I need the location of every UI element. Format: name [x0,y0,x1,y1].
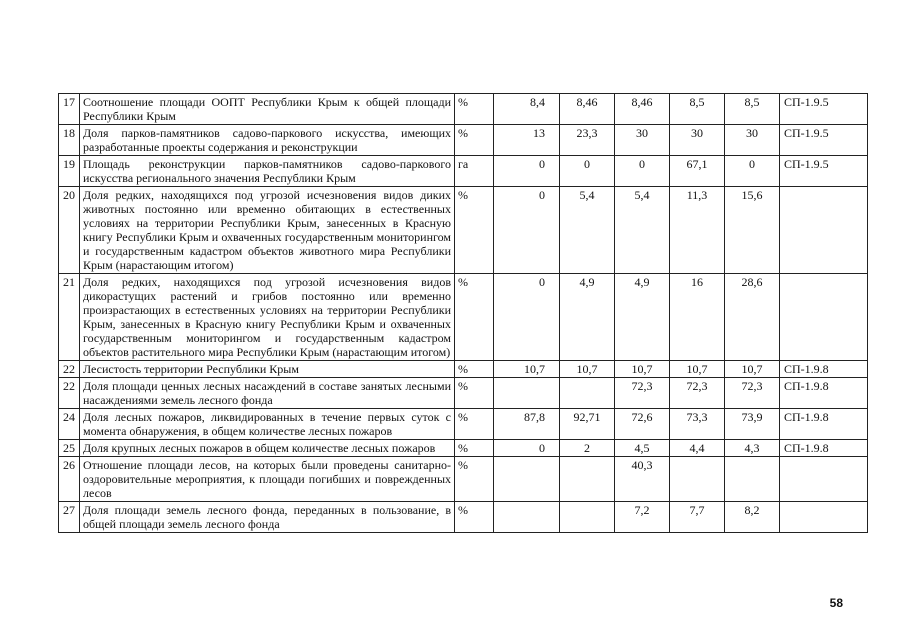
unit-cell: % [455,409,494,440]
unit-cell: % [455,274,494,361]
value-cell: 72,3 [670,378,725,409]
value-cell [725,457,780,502]
indicator-name: Площадь реконструкции парков-памятников садово-паркового искусства регионального значения Республики Крым [80,156,455,187]
value-cell: 92,71 [560,409,615,440]
value-cell: 2 [560,440,615,457]
value-cell [560,378,615,409]
value-cell [494,457,560,502]
value-cell: 30 [725,125,780,156]
value-cell: 67,1 [670,156,725,187]
value-cell: 4,5 [615,440,670,457]
table-row [59,125,868,156]
reference-cell: СП-1.9.8 [780,440,868,457]
indicator-name: Отношение площади лесов, на которых были проведены санитарно-оздоровительные мероприятия, к площади погибших и поврежденных лесов [80,457,455,502]
value-cell: 0 [494,440,560,457]
row-number: 19 [59,156,80,187]
value-cell: 8,5 [725,94,780,125]
value-cell: 8,5 [670,94,725,125]
row-number: 24 [59,409,80,440]
value-cell: 87,8 [494,409,560,440]
reference-cell [780,502,868,533]
value-cell: 0 [615,156,670,187]
table-row [59,502,868,533]
indicator-name: Доля лесных пожаров, ликвидированных в течение первых суток с момента обнаружения, в общем количестве лесных пожаров [80,409,455,440]
row-number: 21 [59,274,80,361]
reference-cell [780,187,868,274]
value-cell: 30 [670,125,725,156]
value-cell: 73,9 [725,409,780,440]
value-cell: 4,3 [725,440,780,457]
value-cell: 73,3 [670,409,725,440]
value-cell: 15,6 [725,187,780,274]
value-cell [494,378,560,409]
reference-cell [780,457,868,502]
table-row [59,378,868,409]
unit-cell: % [455,457,494,502]
value-cell: 72,3 [725,378,780,409]
row-number: 25 [59,440,80,457]
indicator-name: Доля парков-памятников садово-паркового искусства, имеющих разработанные проекты содержания и реконструкции [80,125,455,156]
value-cell: 5,4 [560,187,615,274]
row-number: 22 [59,378,80,409]
page-number: 58 [829,596,843,610]
indicator-name: Доля редких, находящихся под угрозой исчезновения видов диких животных постоянно или временно обитающих в естественных условиях на территории Республики Крым, занесенных в Красную книгу Республики Крым и охваченных государственным мониторингом и государственным кадастром объектов животного мира Республики Крым (нарастающим итогом) [80,187,455,274]
indicator-name: Доля редких, находящихся под угрозой исчезновения видов дикорастущих растений и грибов постоянно или временно произрастающих в естественных условиях на территории Республики Крым, занесенных в Красную книгу Республики Крым и охваченных государственным мониторингом и государственным кадастром объектов растительного мира Республики Крым (нарастающим итогом) [80,274,455,361]
value-cell: 0 [494,156,560,187]
value-cell: 7,2 [615,502,670,533]
value-cell: 8,46 [615,94,670,125]
value-cell: 4,9 [615,274,670,361]
value-cell: 11,3 [670,187,725,274]
value-cell: 0 [725,156,780,187]
indicator-name: Доля площади земель лесного фонда, переданных в пользование, в общей площади земель лесного фонда [80,502,455,533]
reference-cell: СП-1.9.8 [780,378,868,409]
table-row [59,409,868,440]
reference-cell: СП-1.9.8 [780,361,868,378]
value-cell: 40,3 [615,457,670,502]
indicator-name: Лесистость территории Республики Крым [80,361,455,378]
value-cell: 10,7 [560,361,615,378]
indicator-name: Доля крупных лесных пожаров в общем количестве лесных пожаров [80,440,455,457]
indicator-name: Соотношение площади ООПТ Республики Крым к общей площади Республики Крым [80,94,455,125]
row-number: 18 [59,125,80,156]
unit-cell: % [455,440,494,457]
value-cell: 4,4 [670,440,725,457]
value-cell: 10,7 [615,361,670,378]
value-cell: 4,9 [560,274,615,361]
unit-cell: % [455,125,494,156]
value-cell [494,502,560,533]
value-cell: 72,6 [615,409,670,440]
unit-cell: га [455,156,494,187]
reference-cell: СП-1.9.5 [780,94,868,125]
value-cell [560,502,615,533]
value-cell: 10,7 [670,361,725,378]
unit-cell: % [455,94,494,125]
reference-cell: СП-1.9.5 [780,156,868,187]
value-cell: 10,7 [725,361,780,378]
indicator-table [58,93,868,533]
reference-cell: СП-1.9.5 [780,125,868,156]
table-row [59,274,868,361]
unit-cell: % [455,187,494,274]
unit-cell: % [455,361,494,378]
unit-cell: % [455,502,494,533]
row-number: 20 [59,187,80,274]
value-cell: 7,7 [670,502,725,533]
value-cell: 8,46 [560,94,615,125]
row-number: 27 [59,502,80,533]
value-cell [560,457,615,502]
table-row [59,457,868,502]
value-cell [670,457,725,502]
value-cell: 8,2 [725,502,780,533]
row-number: 17 [59,94,80,125]
reference-cell: СП-1.9.8 [780,409,868,440]
table-row [59,94,868,125]
row-number: 22 [59,361,80,378]
value-cell: 10,7 [494,361,560,378]
value-cell: 5,4 [615,187,670,274]
value-cell: 30 [615,125,670,156]
indicator-name: Доля площади ценных лесных насаждений в составе занятых лесными насаждениями земель лесного фонда [80,378,455,409]
table-row [59,187,868,274]
table-row [59,361,868,378]
value-cell: 23,3 [560,125,615,156]
value-cell: 0 [494,187,560,274]
table-row [59,440,868,457]
value-cell: 72,3 [615,378,670,409]
value-cell: 0 [560,156,615,187]
value-cell: 13 [494,125,560,156]
table-row [59,156,868,187]
value-cell: 0 [494,274,560,361]
value-cell: 28,6 [725,274,780,361]
value-cell: 8,4 [494,94,560,125]
row-number: 26 [59,457,80,502]
unit-cell: % [455,378,494,409]
reference-cell [780,274,868,361]
value-cell: 16 [670,274,725,361]
